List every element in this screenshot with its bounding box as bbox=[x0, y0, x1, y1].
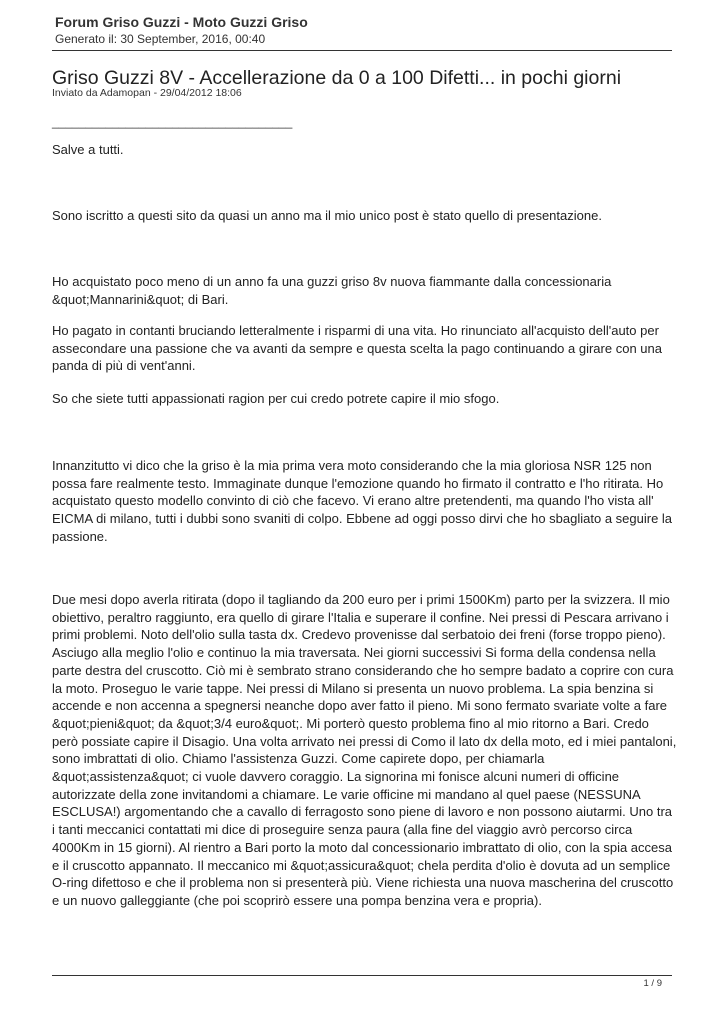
post-paragraph: Due mesi dopo averla ritirata (dopo il tagliando da 200 euro per i primi 1500Km) parto per la svizzera. Il mio obiettivo, peraltro raggiunto, era quello di girare l'Italia e superare il confine. Nei pressi di Pescara arrivano i primi problemi. Noto dell'olio sulla tasta dx. Credevo provenisse dal serbatoio dei freni (forse troppo pieno). Asciugo alla meglio l'olio e continuo la mia traversata. Nei giorni successivi Si forma della condensa nella parte destra del cruscotto. Ciò mi è sembrato strano considerando che ho sempre badato a coprire con cura la moto. Proseguo le varie tappe. Nei pressi di Milano si presenta un nuovo problema. La spia benzina si accende e non accenna a spegnersi neanche dopo aver fatto il pieno. Mi sono fermato svariate volte a fare &quot;pieni&quot; da &quot;3/4 euro&quot;. Mi porterò questo problema fino al mio ritorno a Bari. Credo però possiate capire il Disagio. Una volta arrivato nei pressi di Como il lato dx della moto, ed i miei pantaloni, sono imbrattati di olio. Chiamo l'assistenza Guzzi. Come capirete dopo, per chiamarla &quot;assistenza&quot; ci vuole davvero coraggio. La signorina mi fonisce alcuni numeri di officine autorizzate della zone invitandomi a chiamare. Le varie officine mi mandano al quel paese (NESSUNA ESCLUSA!) argomentando che a cavallo di ferragosto sono piene di lavoro e non possono aiutarmi. Uno tra i tanti meccanici contattati mi dice di proseguire senza paura (alla fine del viaggio avrò percorso circa 4000Km in 15 giorni). Al rientro a Bari porto la moto dal concessionario imbrattato di olio, con la spia accesa e il cruscotto appannato. Il meccanico mi &quot;assicura&quot; chela perdita d'olio è dovuta ad un semplice O-ring difettoso e che il problema non si presenterà più. Viene richiesta una nuova mascherina del cruscotto e un nuovo galleggiante (che poi scoprirò essere una pompa benzina vera e propria). bbox=[52, 592, 677, 908]
post-paragraph: Ho acquistato poco meno di un anno fa una guzzi griso 8v nuova fiammante dalla concessionaria &quot;Mannarini&quot; di Bari. bbox=[52, 274, 612, 307]
post-paragraph: Salve a tutti. bbox=[52, 142, 124, 157]
header-divider bbox=[52, 50, 672, 51]
forum-title: Forum Griso Guzzi - Moto Guzzi Griso bbox=[55, 14, 308, 30]
page-number: 1 / 9 bbox=[643, 978, 662, 989]
meta-separator: ____________________________________ bbox=[52, 115, 293, 129]
post-paragraph: Ho pagato in contanti bruciando letteralmente i risparmi di una vita. Ho rinunciato all'acquisto dell'auto per assecondare una passione che va avanti da sempre e questa scelta la pago continuando a girare con una panda di più di vent'anni. bbox=[52, 323, 662, 374]
post-paragraph: Innanzitutto vi dico che la griso è la mia prima vera moto considerando che la mia gloriosa NSR 125 non possa fare realmente testo. Immaginate dunque l'emozione quando ho firmato il contratto e l'ho ritirata. Ho acquistato questo modello convinto di ciò che facevo. Vi erano altre pretendenti, ma quando l'ho vista all' EICMA di milano, tutti i dubbi sono svaniti di colpo. Ebbene ad oggi posso dirvi che ho sbagliato a seguire la passione. bbox=[52, 458, 673, 544]
footer-divider bbox=[52, 975, 672, 976]
post-paragraph: So che siete tutti appassionati ragion per cui credo potrete capire il mio sfogo. bbox=[52, 391, 500, 406]
generated-date: Generato il: 30 September, 2016, 00:40 bbox=[55, 32, 266, 46]
post-meta: Inviato da Adamopan - 29/04/2012 18:06 bbox=[52, 87, 242, 99]
post-title: Griso Guzzi 8V - Accellerazione da 0 a 100 Difetti... in pochi giorni bbox=[52, 67, 622, 89]
post-paragraph: Sono iscritto a questi sito da quasi un anno ma il mio unico post è stato quello di presentazione. bbox=[52, 208, 602, 223]
